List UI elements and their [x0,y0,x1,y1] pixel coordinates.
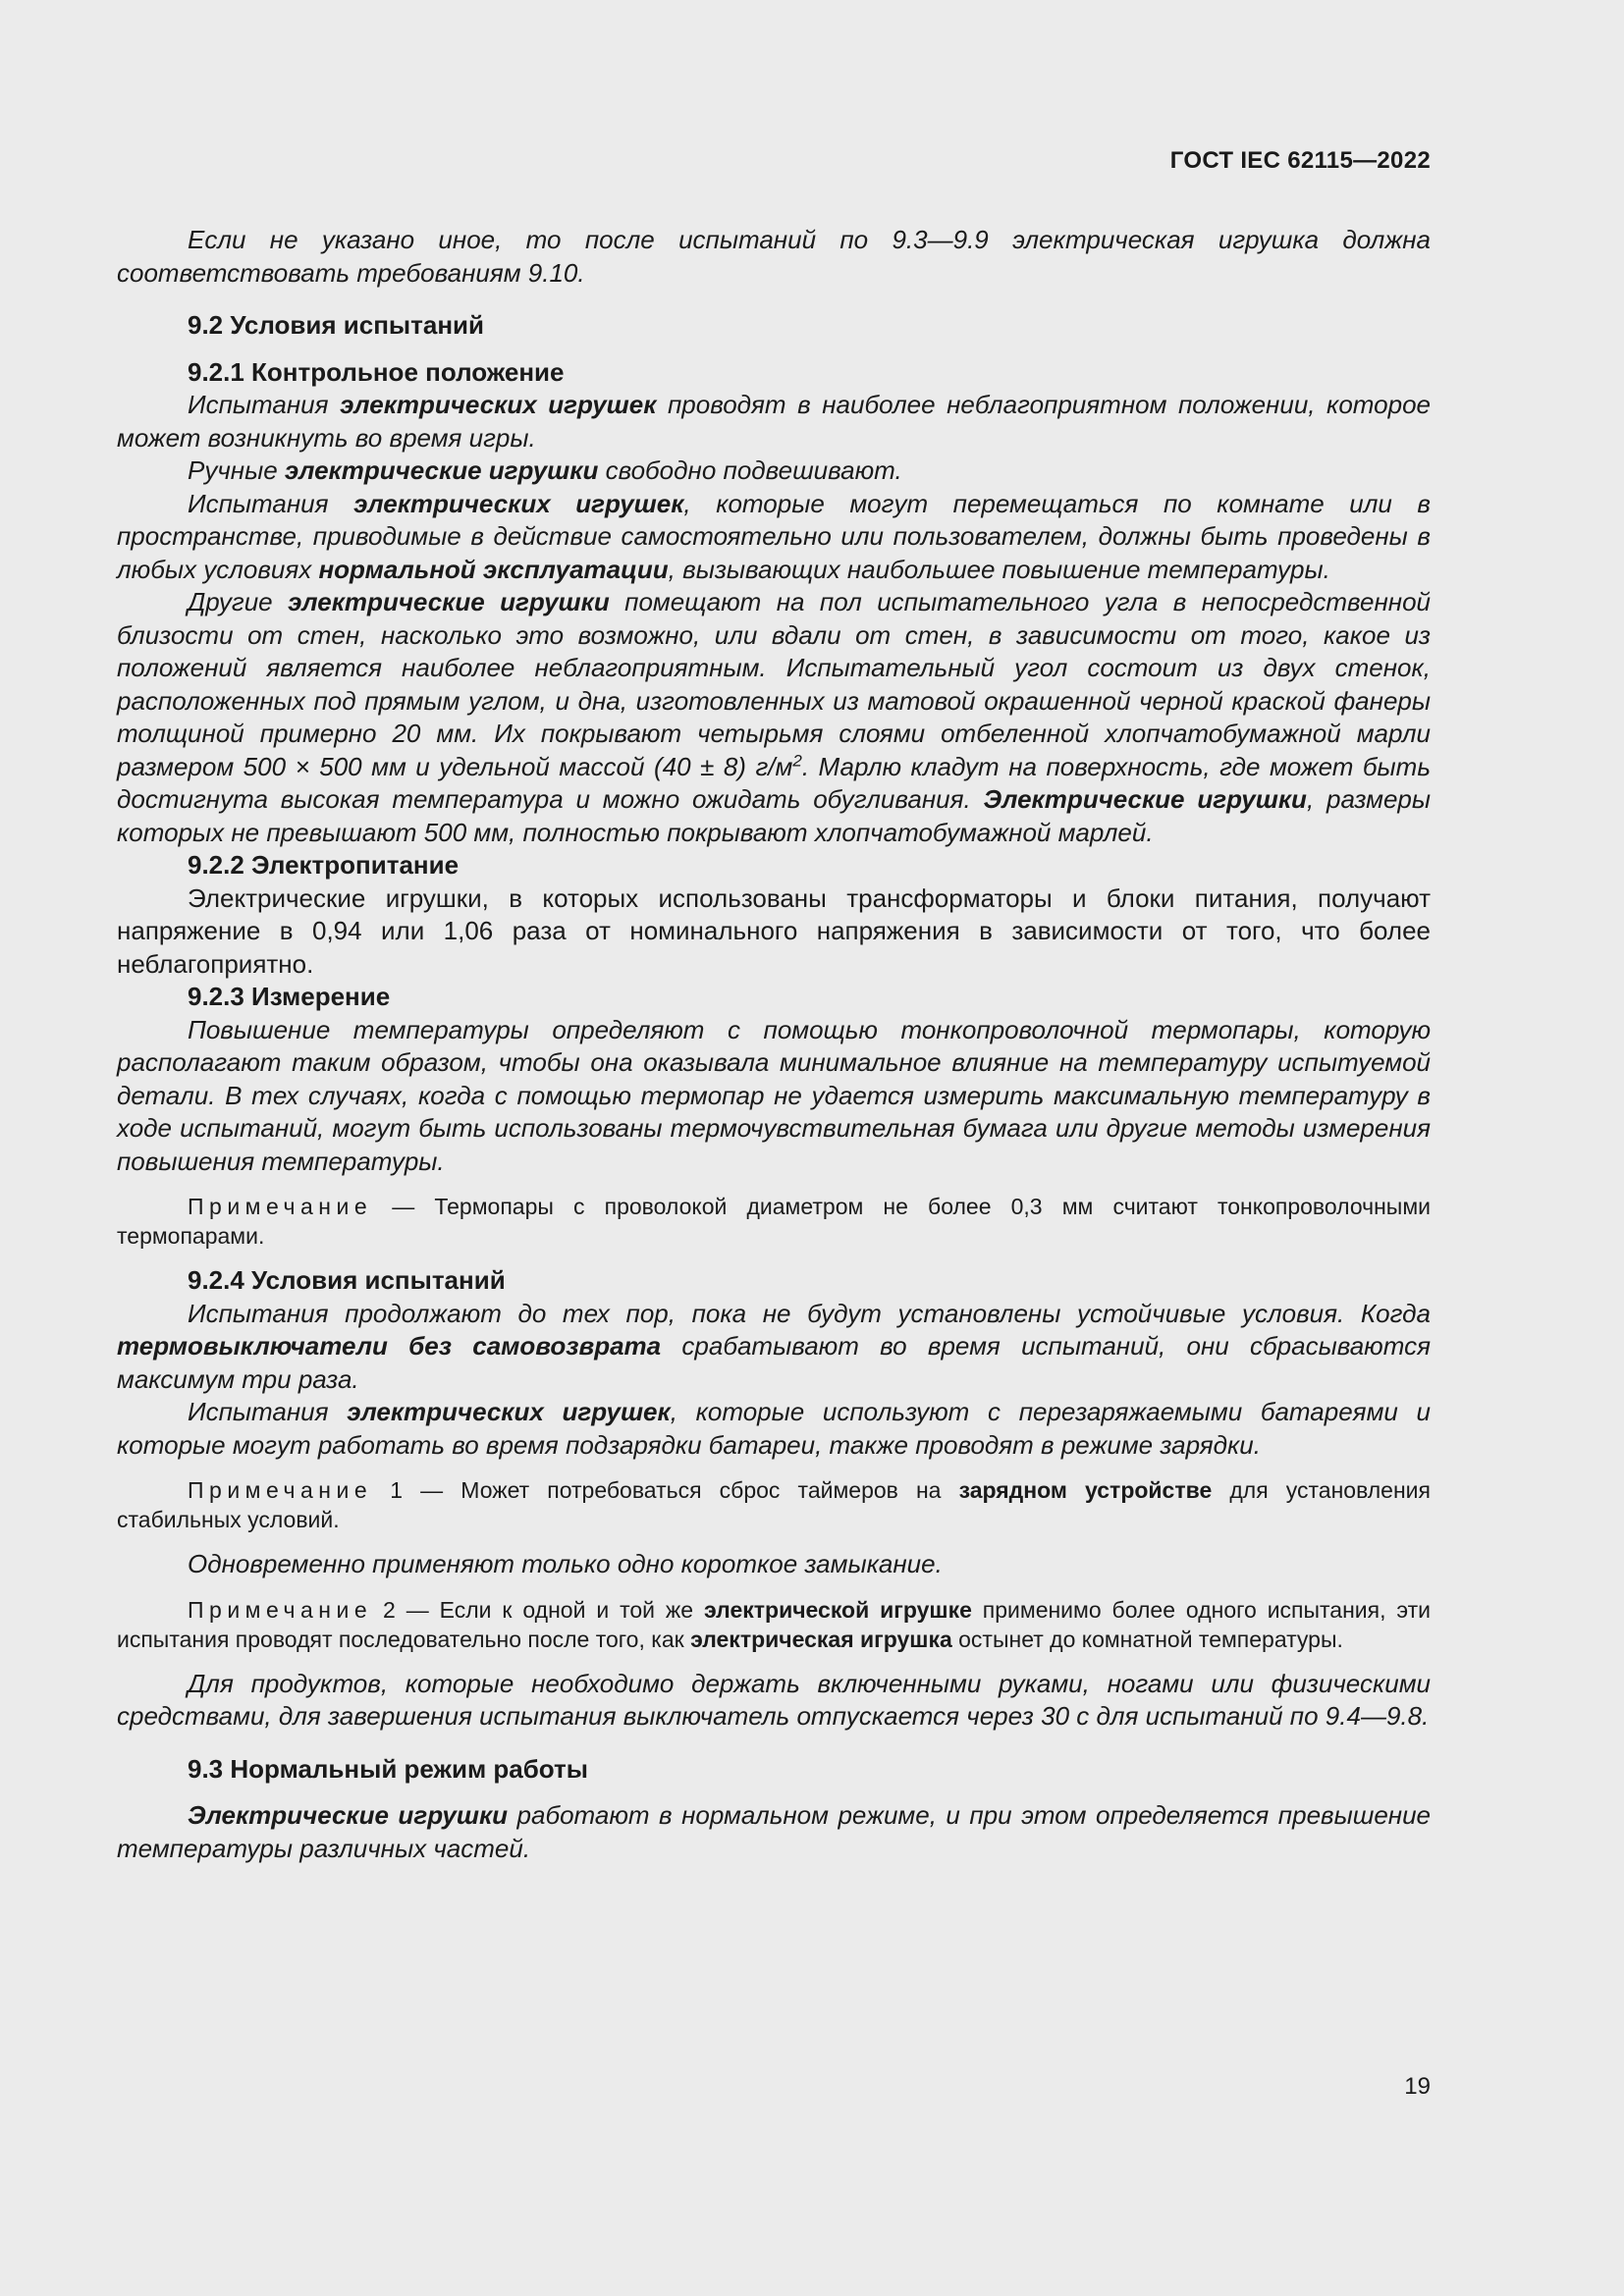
paragraph-power-supply: Электрические игрушки, в которых использованы трансформаторы и блоки питания, получают напряжение в 0,94 или 1,06 раза от номинального напряжения в зависимости от того, что более неблагоприятно. [117,882,1431,979]
paragraph-steady-conditions: Испытания продолжают до тех пор, пока не будут установлены устойчивые условия. Когда термовыключатели без самовозврата срабатывают во время испытаний, они сбрасываются максимум три раза. [117,1298,1431,1394]
document-body [117,224,1431,1865]
section-heading-9-2-4: 9.2.4 Условия испытаний [188,1265,506,1295]
section-heading-9-2-3: 9.2.3 Измерение [188,982,391,1011]
section-heading-9-3: 9.3 Нормальный режим работы [188,1753,588,1784]
section-heading-9-2-1: 9.2.1 Контрольное положение [188,356,565,387]
intro-paragraph: Если не указано иное, то после испытаний по 9.3—9.9 электрическая игрушка должна соответствовать требованиям 9.10. [117,225,1431,288]
note-2-sequential-tests: Примечание 2 — Если к одной и той же электрической игрушке применимо более одного испытания, эти испытания проводят последовательно после того, как электрическая игрушка остынет до комнатной температуры. [117,1596,1432,1652]
paragraph-rechargeable: Испытания электрических игрушек, которые используют с перезаряжаемыми батареями и которые могут работать во время подзарядки батареи, также проводят в режиме зарядки. [117,1397,1431,1460]
paragraph-moving-toys: Испытания электрических игрушек, которые могут перемещаться по комнате или в пространстве, приводимые в действие самостоятельно или пользователем, должны быть проведены в любых условиях нормальной эксплуатации, вызывающих наибольшее повышение температуры. [117,488,1431,584]
paragraph-measurement: Повышение температуры определяют с помощью тонкопроволочной термопары, которую располагают таким образом, чтобы она оказывала минимальное влияние на температуру испытуемой детали. В тех случаях, когда с помощью термопар не удается измерить максимальную температуру в ходе испытаний, могут быть использованы термочувствительная бумага или другие методы измерения повышения температуры. [117,1014,1431,1176]
paragraph-normal-operation: Электрические игрушки работают в нормальном режиме, и при этом определяется превышение температуры различных частей. [117,1800,1432,1863]
paragraph-handheld-toys: Ручные электрические игрушки свободно подвешивают. [188,455,902,485]
paragraph-short-circuit: Одновременно применяют только одно короткое замыкание. [188,1549,943,1578]
paragraph-held-switch: Для продуктов, которые необходимо держать включенными руками, ногами или физическими средствами, для завершения испытания выключатель отпускается через 30 с для испытаний по 9.4—9.8. [117,1668,1431,1731]
paragraph-test-corner: Другие электрические игрушки помещают на пол испытательного угла в непосредственной близости от стен, насколько это возможно, или вдали от стен, в зависимости от того, какое из положений является наиболее неблагоприятным. Испытательный угол состоит из двух стенок, расположенных под прямым углом, и дна, изготовленных из матовой окрашенной черной краской фанеры толщиной примерно 20 мм. Их покрывают четырьмя слоями отбеленной хлопчатобумажной марли размером 500 × 500 мм и удельной массой (40 ± 8) $г/м^2$. Марлю кладут на поверхность, где может быть достигнута высокая температура и можно ожидать обугливания. Электрические игрушки, размеры которых не превышают 500 мм, полностью покрывают хлопчатобумажной марлей. [117,587,1432,847]
document-header: ГОСТ IEC 62115—2022 [1169,147,1431,174]
note-1-timer-reset: Примечание 1 — Может потребоваться сброс таймеров на зарядном устройстве для установления стабильных условий. [117,1477,1431,1532]
paragraph-test-position: Испытания электрических игрушек проводят в наиболее неблагоприятном положении, которое может возникнуть во время игры. [117,390,1431,453]
note-thermocouple: Примечание — Термопары с проволокой диаметром не более 0,3 мм считают тонкопроволочными термопарами. [117,1194,1431,1249]
section-heading-9-2: 9.2 Условия испытаний [188,310,484,340]
page-number: 19 [1404,2073,1431,2100]
section-heading-9-2-2: 9.2.2 Электропитание [188,850,460,880]
